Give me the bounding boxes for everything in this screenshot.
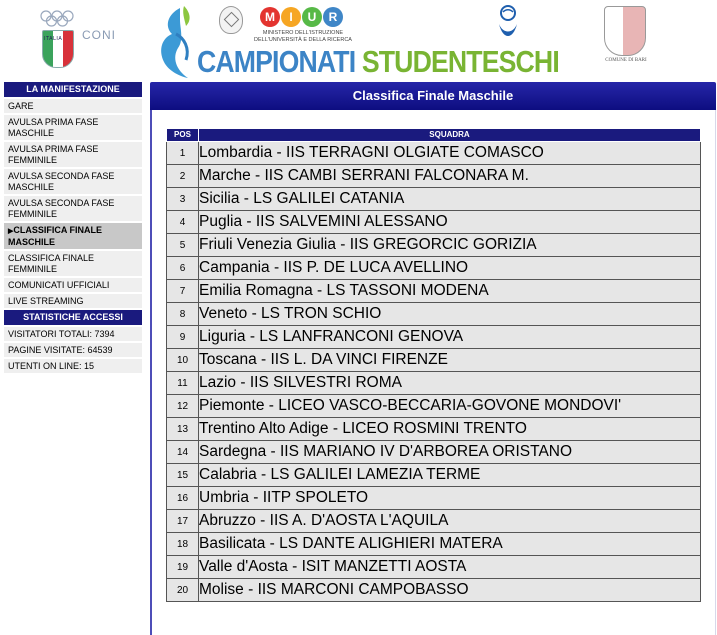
rank-cell: 3 bbox=[167, 188, 199, 211]
rank-cell: 1 bbox=[167, 142, 199, 165]
team-cell: Umbria - IITP SPOLETO bbox=[199, 487, 701, 510]
rank-cell: 11 bbox=[167, 372, 199, 395]
rank-cell: 5 bbox=[167, 234, 199, 257]
rank-cell: 19 bbox=[167, 556, 199, 579]
team-cell: Friuli Venezia Giulia - IIS GREGORCIC GORIZIA bbox=[199, 234, 701, 257]
table-row bbox=[167, 556, 701, 579]
site-title[interactable] bbox=[197, 45, 559, 79]
miur-logo[interactable] bbox=[260, 6, 352, 28]
ministero-text bbox=[243, 30, 363, 44]
sidebar-section-statistiche: STATISTICHE ACCESSI bbox=[4, 310, 142, 325]
page-title: Classifica Finale Maschile bbox=[150, 82, 716, 110]
miur-letter-i: I bbox=[281, 7, 301, 27]
team-cell: Lombardia - IIS TERRAGNI OLGIATE COMASCO bbox=[199, 142, 701, 165]
sidebar-section-manifestazione: LA MANIFESTAZIONE bbox=[4, 82, 142, 97]
coni-logo[interactable] bbox=[38, 10, 118, 70]
sidebar-item-avulsa-seconda-femminile[interactable]: AVULSA SECONDA FASE FEMMINILE bbox=[4, 196, 142, 223]
rank-cell: 4 bbox=[167, 211, 199, 234]
table-row bbox=[167, 464, 701, 487]
rank-cell: 20 bbox=[167, 579, 199, 602]
table-row bbox=[167, 188, 701, 211]
table-row bbox=[167, 303, 701, 326]
sidebar-item-avulsa-seconda-maschile[interactable]: AVULSA SECONDA FASE MASCHILE bbox=[4, 169, 142, 196]
content-panel bbox=[150, 110, 716, 635]
torch-figure-icon bbox=[150, 4, 204, 80]
classifica-table bbox=[166, 128, 701, 602]
repubblica-emblem-icon bbox=[219, 6, 243, 34]
comune-label: COMUNE DI BARI bbox=[605, 58, 647, 63]
sidebar-item-classifica-maschile[interactable] bbox=[4, 223, 142, 251]
rank-cell: 16 bbox=[167, 487, 199, 510]
team-cell: Sardegna - IIS MARIANO IV D'ARBOREA ORISTANO bbox=[199, 441, 701, 464]
column-header-squadra: SQUADRA bbox=[199, 129, 701, 142]
comune-shield-icon bbox=[604, 6, 646, 56]
rank-cell: 14 bbox=[167, 441, 199, 464]
sidebar bbox=[4, 82, 142, 375]
comune-di-bari-logo[interactable] bbox=[596, 6, 656, 66]
table-row bbox=[167, 441, 701, 464]
table-row bbox=[167, 142, 701, 165]
table-row bbox=[167, 510, 701, 533]
stat-pagine-visitate: PAGINE VISITATE: 64539 bbox=[4, 343, 142, 359]
table-row bbox=[167, 395, 701, 418]
coni-shield-label: ITALIA bbox=[44, 36, 63, 42]
table-row bbox=[167, 211, 701, 234]
team-cell: Trentino Alto Adige - LICEO ROSMINI TRENTO bbox=[199, 418, 701, 441]
sidebar-item-avulsa-prima-femminile[interactable]: AVULSA PRIMA FASE FEMMINILE bbox=[4, 142, 142, 169]
sidebar-item-avulsa-prima-maschile[interactable]: AVULSA PRIMA FASE MASCHILE bbox=[4, 115, 142, 142]
team-cell: Molise - IIS MARCONI CAMPOBASSO bbox=[199, 579, 701, 602]
team-cell: Liguria - LS LANFRANCONI GENOVA bbox=[199, 326, 701, 349]
olympic-rings-icon bbox=[40, 10, 74, 28]
rank-cell: 9 bbox=[167, 326, 199, 349]
stat-utenti-online: UTENTI ON LINE: 15 bbox=[4, 359, 142, 375]
site-title-studenteschi: STUDENTESCHI bbox=[361, 44, 559, 79]
table-row bbox=[167, 533, 701, 556]
sidebar-item-live-streaming[interactable]: LIVE STREAMING bbox=[4, 294, 142, 310]
team-cell: Sicilia - LS GALILEI CATANIA bbox=[199, 188, 701, 211]
sidebar-item-comunicati-ufficiali[interactable]: COMUNICATI UFFICIALI bbox=[4, 278, 142, 294]
column-header-pos: POS bbox=[167, 129, 199, 142]
table-row bbox=[167, 234, 701, 257]
team-cell: Campania - IIS P. DE LUCA AVELLINO bbox=[199, 257, 701, 280]
volleyball-federation-logo-icon[interactable] bbox=[495, 4, 521, 44]
rank-cell: 10 bbox=[167, 349, 199, 372]
table-row bbox=[167, 418, 701, 441]
classifica-body bbox=[167, 142, 701, 602]
miur-letter-m: M bbox=[260, 7, 280, 27]
team-cell: Valle d'Aosta - ISIT MANZETTI AOSTA bbox=[199, 556, 701, 579]
team-cell: Emilia Romagna - LS TASSONI MODENA bbox=[199, 280, 701, 303]
site-title-campionati: CAMPIONATI bbox=[197, 44, 356, 79]
rank-cell: 6 bbox=[167, 257, 199, 280]
coni-label: CONI bbox=[82, 28, 116, 42]
table-row bbox=[167, 326, 701, 349]
miur-letter-r: R bbox=[323, 7, 343, 27]
stat-visitatori-totali: VISITATORI TOTALI: 7394 bbox=[4, 327, 142, 343]
rank-cell: 8 bbox=[167, 303, 199, 326]
miur-letter-u: U bbox=[302, 7, 322, 27]
table-row bbox=[167, 349, 701, 372]
rank-cell: 7 bbox=[167, 280, 199, 303]
rank-cell: 17 bbox=[167, 510, 199, 533]
team-cell: Piemonte - LICEO VASCO-BECCARIA-GOVONE MONDOVI' bbox=[199, 395, 701, 418]
team-cell: Marche - IIS CAMBI SERRANI FALCONARA M. bbox=[199, 165, 701, 188]
table-row bbox=[167, 257, 701, 280]
table-row bbox=[167, 280, 701, 303]
team-cell: Lazio - IIS SILVESTRI ROMA bbox=[199, 372, 701, 395]
team-cell: Calabria - LS GALILEI LAMEZIA TERME bbox=[199, 464, 701, 487]
sidebar-item-gare[interactable]: GARE bbox=[4, 99, 142, 115]
site-header bbox=[0, 0, 717, 82]
rank-cell: 18 bbox=[167, 533, 199, 556]
table-row bbox=[167, 372, 701, 395]
table-row bbox=[167, 165, 701, 188]
sidebar-item-label: CLASSIFICA FINALE MASCHILE bbox=[8, 225, 103, 247]
table-row bbox=[167, 487, 701, 510]
rank-cell: 2 bbox=[167, 165, 199, 188]
team-cell: Abruzzo - IIS A. D'AOSTA L'AQUILA bbox=[199, 510, 701, 533]
team-cell: Veneto - LS TRON SCHIO bbox=[199, 303, 701, 326]
main-content bbox=[150, 82, 716, 635]
rank-cell: 12 bbox=[167, 395, 199, 418]
table-header-row bbox=[167, 129, 701, 142]
rank-cell: 13 bbox=[167, 418, 199, 441]
team-cell: Puglia - IIS SALVEMINI ALESSANO bbox=[199, 211, 701, 234]
rank-cell: 15 bbox=[167, 464, 199, 487]
ministero-line-1: MINISTERO DELL'ISTRUZIONE bbox=[262, 30, 344, 36]
team-cell: Basilicata - LS DANTE ALIGHIERI MATERA bbox=[199, 533, 701, 556]
team-cell: Toscana - IIS L. DA VINCI FIRENZE bbox=[199, 349, 701, 372]
sidebar-item-classifica-femminile[interactable]: CLASSIFICA FINALE FEMMINILE bbox=[4, 251, 142, 278]
table-row bbox=[167, 579, 701, 602]
ministero-line-2: DELL'UNIVERSITÀ E DELLA RICERCA bbox=[254, 37, 352, 43]
arrow-right-icon: ▶ bbox=[8, 228, 14, 235]
